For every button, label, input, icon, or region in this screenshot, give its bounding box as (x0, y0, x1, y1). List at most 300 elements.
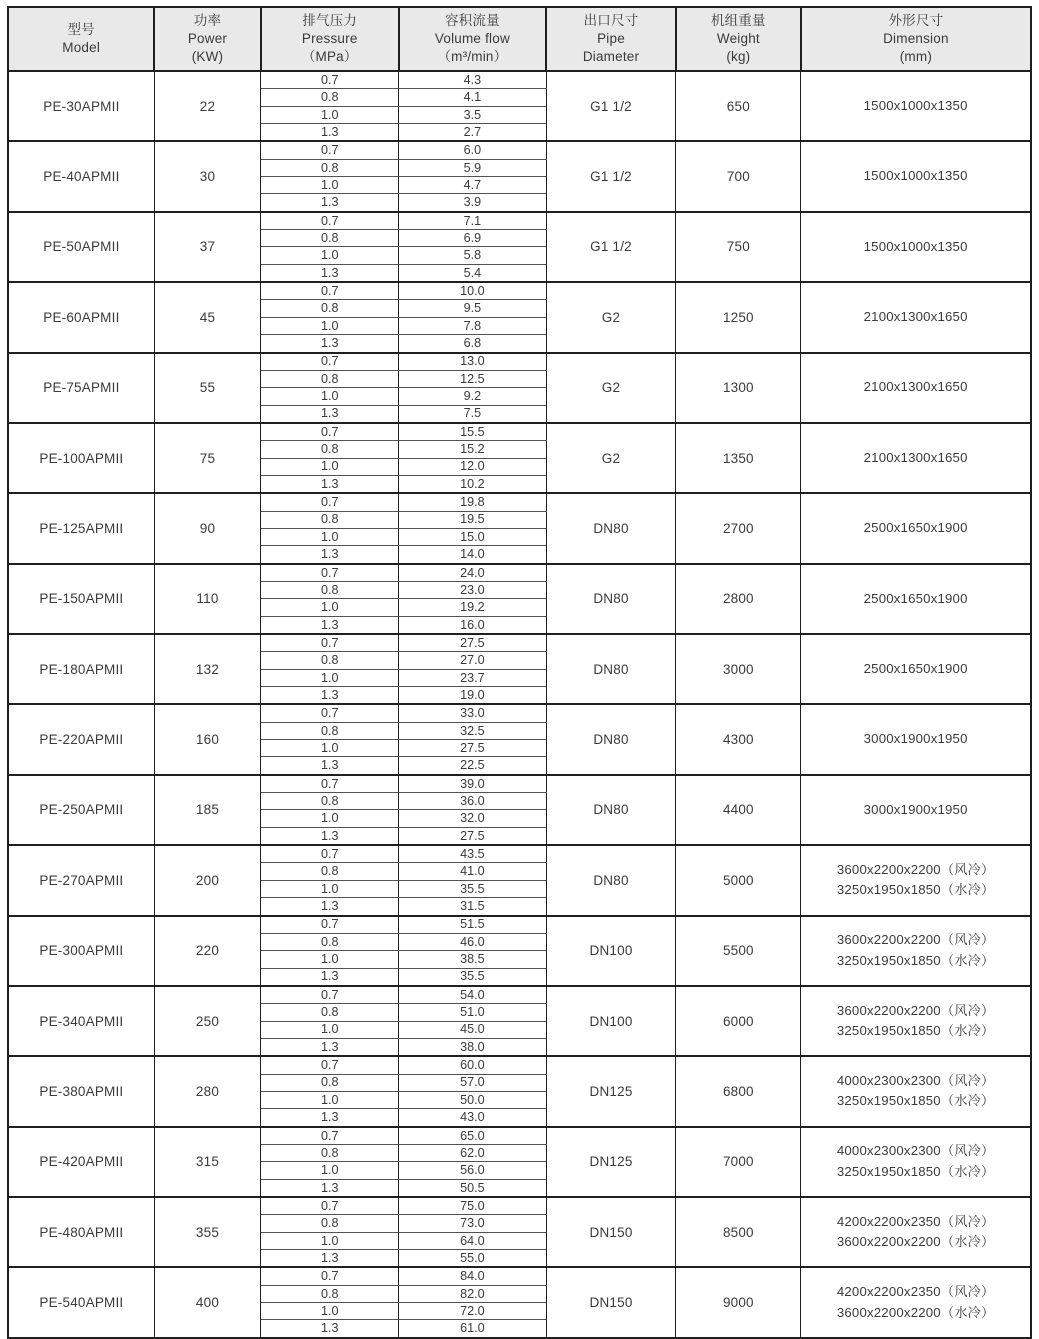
pressure-cell: 1.3 (261, 757, 399, 775)
column-header-weight (676, 7, 801, 71)
pressure-cell: 0.8 (261, 370, 399, 387)
flow-cell: 7.1 (399, 212, 546, 230)
weight-cell: 5500 (676, 916, 801, 986)
dimension-cell (801, 1197, 1031, 1267)
pipe-diameter-cell: G2 (546, 282, 676, 352)
power-cell: 160 (154, 704, 260, 774)
column-header-line: 排气压力 (302, 13, 358, 29)
dimension-line: 3600x2200x2200（水冷） (836, 1234, 995, 1250)
power-cell: 200 (154, 845, 260, 915)
pressure-cell: 1.3 (261, 1038, 399, 1056)
flow-cell: 38.5 (399, 951, 546, 968)
power-cell: 185 (154, 775, 260, 845)
weight-cell: 9000 (676, 1267, 801, 1337)
weight-cell: 700 (676, 141, 801, 211)
dimension-line: 2100x1300x1650 (863, 449, 968, 465)
spec-sub-row (8, 1197, 1031, 1215)
pressure-cell: 1.0 (261, 1091, 399, 1108)
weight-cell: 3000 (676, 634, 801, 704)
flow-cell: 14.0 (399, 546, 546, 564)
pipe-diameter-cell: DN80 (546, 704, 676, 774)
pressure-cell: 1.3 (261, 124, 399, 142)
flow-cell: 72.0 (399, 1303, 546, 1320)
spec-sub-row (8, 916, 1031, 934)
pipe-diameter-cell: G2 (546, 423, 676, 493)
power-cell: 22 (154, 71, 260, 141)
flow-cell: 7.5 (399, 405, 546, 423)
flow-cell: 50.5 (399, 1179, 546, 1197)
pressure-cell: 1.0 (261, 528, 399, 545)
model-cell: PE-30APMII (8, 71, 154, 141)
dimension-cell (801, 423, 1031, 493)
pressure-cell: 1.3 (261, 968, 399, 986)
column-header-line: Volume flow (434, 31, 510, 47)
column-header-line: Power (187, 31, 228, 47)
pipe-diameter-cell: DN80 (546, 845, 676, 915)
weight-cell: 8500 (676, 1197, 801, 1267)
pressure-cell: 1.3 (261, 546, 399, 564)
flow-cell: 15.5 (399, 423, 546, 441)
model-cell: PE-60APMII (8, 282, 154, 352)
pressure-cell: 1.0 (261, 669, 399, 686)
compressor-spec-table (7, 6, 1032, 1339)
flow-cell: 10.0 (399, 282, 546, 300)
pressure-cell: 0.7 (261, 353, 399, 371)
model-cell: PE-300APMII (8, 916, 154, 986)
flow-cell: 35.5 (399, 968, 546, 986)
pressure-cell: 0.8 (261, 863, 399, 880)
flow-cell: 15.2 (399, 441, 546, 458)
dimension-line: 3000x1900x1950 (863, 801, 968, 817)
flow-cell: 5.8 (399, 247, 546, 264)
column-header-line: Weight (716, 31, 760, 47)
flow-cell: 39.0 (399, 775, 546, 793)
pressure-cell: 0.7 (261, 704, 399, 722)
pressure-cell: 0.8 (261, 933, 399, 950)
flow-cell: 46.0 (399, 933, 546, 950)
flow-cell: 84.0 (399, 1267, 546, 1285)
flow-cell: 32.5 (399, 722, 546, 739)
dimension-cell (801, 1056, 1031, 1126)
pressure-cell: 1.0 (261, 810, 399, 827)
pressure-cell: 0.7 (261, 1197, 399, 1215)
flow-cell: 50.0 (399, 1091, 546, 1108)
spec-sub-row (8, 845, 1031, 863)
table-header (8, 7, 1031, 71)
pressure-cell: 0.8 (261, 511, 399, 528)
spec-sub-row (8, 704, 1031, 722)
dimension-line: 3250x1950x1850（水冷） (836, 952, 995, 968)
pressure-cell: 1.0 (261, 317, 399, 334)
pressure-cell: 1.3 (261, 405, 399, 423)
flow-cell: 41.0 (399, 863, 546, 880)
pressure-cell: 1.0 (261, 1232, 399, 1249)
pipe-diameter-cell: DN150 (546, 1267, 676, 1337)
spec-sub-row (8, 986, 1031, 1004)
dimension-cell (801, 775, 1031, 845)
flow-cell: 33.0 (399, 704, 546, 722)
pressure-cell: 1.0 (261, 388, 399, 405)
pressure-cell: 0.7 (261, 493, 399, 511)
flow-cell: 6.8 (399, 335, 546, 353)
column-header-line: 容积流量 (445, 13, 500, 29)
pressure-cell: 1.0 (261, 951, 399, 968)
flow-cell: 6.0 (399, 141, 546, 159)
pressure-cell: 0.8 (261, 1144, 399, 1161)
flow-cell: 16.0 (399, 616, 546, 634)
flow-cell: 5.4 (399, 264, 546, 282)
pressure-cell: 1.3 (261, 827, 399, 845)
dimension-cell (801, 353, 1031, 423)
pressure-cell: 0.8 (261, 300, 399, 317)
pressure-cell: 1.0 (261, 880, 399, 897)
power-cell: 110 (154, 564, 260, 634)
spec-sub-row (8, 564, 1031, 582)
pressure-cell: 0.7 (261, 564, 399, 582)
pressure-cell: 0.7 (261, 845, 399, 863)
flow-cell: 61.0 (399, 1320, 546, 1338)
flow-cell: 45.0 (399, 1021, 546, 1038)
pipe-diameter-cell: G2 (546, 353, 676, 423)
flow-cell: 9.2 (399, 388, 546, 405)
column-header-dimension (801, 7, 1031, 71)
dimension-line: 4200x2200x2350（风冷） (836, 1213, 995, 1229)
power-cell: 132 (154, 634, 260, 704)
pressure-cell: 1.0 (261, 247, 399, 264)
table-body (8, 71, 1031, 1338)
weight-cell: 1250 (676, 282, 801, 352)
spec-sub-row (8, 1267, 1031, 1285)
dimension-line: 4000x2300x2300（风冷） (836, 1143, 995, 1159)
spec-sub-row (8, 775, 1031, 793)
column-header-model (8, 7, 154, 71)
dimension-cell (801, 282, 1031, 352)
flow-cell: 9.5 (399, 300, 546, 317)
column-header-line: 型号 (67, 22, 95, 38)
dimension-line: 3600x2200x2200（水冷） (836, 1304, 995, 1320)
pipe-diameter-cell: DN125 (546, 1127, 676, 1197)
column-header-line: Diameter (582, 48, 640, 64)
flow-cell: 35.5 (399, 880, 546, 897)
column-header-line: 功率 (193, 13, 222, 29)
header-row (8, 7, 1031, 71)
flow-cell: 23.0 (399, 581, 546, 598)
pressure-cell: 0.8 (261, 1215, 399, 1232)
spec-sub-row (8, 353, 1031, 371)
flow-cell: 43.0 (399, 1109, 546, 1127)
dimension-line: 2500x1650x1900 (863, 520, 968, 536)
pressure-cell: 0.8 (261, 722, 399, 739)
model-cell: PE-40APMII (8, 141, 154, 211)
dimension-cell (801, 634, 1031, 704)
dimension-line: 3250x1950x1850（水冷） (836, 1163, 995, 1179)
column-header-line: (KW) (191, 48, 224, 64)
column-header-pipe (546, 7, 676, 71)
model-cell: PE-75APMII (8, 353, 154, 423)
spec-sub-row (8, 1127, 1031, 1145)
dimension-cell (801, 845, 1031, 915)
flow-cell: 19.5 (399, 511, 546, 528)
spec-sub-row (8, 282, 1031, 300)
flow-cell: 4.1 (399, 89, 546, 106)
column-header-pressure (261, 7, 399, 71)
model-cell: PE-270APMII (8, 845, 154, 915)
pressure-cell: 0.8 (261, 793, 399, 810)
dimension-cell (801, 71, 1031, 141)
pipe-diameter-cell: DN80 (546, 634, 676, 704)
power-cell: 250 (154, 986, 260, 1056)
flow-cell: 19.8 (399, 493, 546, 511)
model-cell: PE-340APMII (8, 986, 154, 1056)
weight-cell: 7000 (676, 1127, 801, 1197)
dimension-line: 2100x1300x1650 (863, 309, 968, 325)
model-cell: PE-250APMII (8, 775, 154, 845)
flow-cell: 7.8 (399, 317, 546, 334)
flow-cell: 43.5 (399, 845, 546, 863)
dimension-line: 2500x1650x1900 (863, 590, 968, 606)
flow-cell: 10.2 (399, 475, 546, 493)
column-header-flow (399, 7, 546, 71)
flow-cell: 5.9 (399, 159, 546, 176)
model-cell: PE-100APMII (8, 423, 154, 493)
pressure-cell: 1.3 (261, 1179, 399, 1197)
flow-cell: 19.2 (399, 599, 546, 616)
pressure-cell: 1.3 (261, 1250, 399, 1268)
flow-cell: 23.7 (399, 669, 546, 686)
spec-sub-row (8, 423, 1031, 441)
pipe-diameter-cell: DN100 (546, 986, 676, 1056)
model-cell: PE-180APMII (8, 634, 154, 704)
pressure-cell: 1.0 (261, 177, 399, 194)
pipe-diameter-cell: DN150 (546, 1197, 676, 1267)
spec-sub-row (8, 71, 1031, 89)
dimension-line: 4200x2200x2350（风冷） (836, 1284, 995, 1300)
pressure-cell: 0.7 (261, 916, 399, 934)
flow-cell: 2.7 (399, 124, 546, 142)
pressure-cell: 1.3 (261, 616, 399, 634)
dimension-cell (801, 1127, 1031, 1197)
pressure-cell: 0.7 (261, 282, 399, 300)
pipe-diameter-cell: DN125 (546, 1056, 676, 1126)
pipe-diameter-cell: G1 1/2 (546, 212, 676, 282)
model-cell: PE-125APMII (8, 493, 154, 563)
weight-cell: 5000 (676, 845, 801, 915)
flow-cell: 51.5 (399, 916, 546, 934)
pressure-cell: 0.8 (261, 652, 399, 669)
pressure-cell: 1.3 (261, 1320, 399, 1338)
pressure-cell: 0.8 (261, 159, 399, 176)
dimension-line: 3000x1900x1950 (863, 731, 968, 747)
flow-cell: 27.5 (399, 740, 546, 757)
pressure-cell: 1.0 (261, 740, 399, 757)
flow-cell: 65.0 (399, 1127, 546, 1145)
column-header-line: Pipe (597, 31, 625, 47)
dimension-line: 3250x1950x1850（水冷） (836, 1093, 995, 1109)
spec-sub-row (8, 493, 1031, 511)
pressure-cell: 1.3 (261, 1109, 399, 1127)
dimension-line: 2500x1650x1900 (863, 660, 968, 676)
power-cell: 75 (154, 423, 260, 493)
pressure-cell: 1.0 (261, 1162, 399, 1179)
pipe-diameter-cell: G1 1/2 (546, 71, 676, 141)
flow-cell: 4.7 (399, 177, 546, 194)
column-header-line: （m³/min） (437, 48, 508, 64)
flow-cell: 12.5 (399, 370, 546, 387)
flow-cell: 12.0 (399, 458, 546, 475)
power-cell: 400 (154, 1267, 260, 1337)
flow-cell: 62.0 (399, 1144, 546, 1161)
model-cell: PE-220APMII (8, 704, 154, 774)
pressure-cell: 1.3 (261, 475, 399, 493)
pressure-cell: 1.3 (261, 194, 399, 212)
column-header-line: 出口尺寸 (583, 13, 639, 29)
pressure-cell: 0.8 (261, 1285, 399, 1302)
model-cell: PE-150APMII (8, 564, 154, 634)
flow-cell: 27.5 (399, 827, 546, 845)
dimension-line: 4000x2300x2300（风冷） (836, 1072, 995, 1088)
pressure-cell: 1.0 (261, 1021, 399, 1038)
model-cell: PE-50APMII (8, 212, 154, 282)
spec-sub-row (8, 212, 1031, 230)
flow-cell: 56.0 (399, 1162, 546, 1179)
pressure-cell: 1.0 (261, 458, 399, 475)
flow-cell: 36.0 (399, 793, 546, 810)
flow-cell: 51.0 (399, 1004, 546, 1021)
pressure-cell: 1.0 (261, 1303, 399, 1320)
pressure-cell: 0.8 (261, 1004, 399, 1021)
weight-cell: 6000 (676, 986, 801, 1056)
weight-cell: 750 (676, 212, 801, 282)
pressure-cell: 0.7 (261, 1056, 399, 1074)
pressure-cell: 1.3 (261, 335, 399, 353)
pressure-cell: 0.7 (261, 775, 399, 793)
spec-sub-row (8, 1056, 1031, 1074)
pipe-diameter-cell: DN80 (546, 775, 676, 845)
dimension-line: 1500x1000x1350 (863, 238, 968, 254)
pressure-cell: 0.8 (261, 581, 399, 598)
dimension-line: 1500x1000x1350 (863, 168, 968, 184)
power-cell: 90 (154, 493, 260, 563)
weight-cell: 4300 (676, 704, 801, 774)
pressure-cell: 0.8 (261, 89, 399, 106)
flow-cell: 64.0 (399, 1232, 546, 1249)
flow-cell: 73.0 (399, 1215, 546, 1232)
flow-cell: 3.9 (399, 194, 546, 212)
dimension-line: 1500x1000x1350 (863, 97, 968, 113)
pressure-cell: 1.0 (261, 106, 399, 123)
pressure-cell: 0.7 (261, 634, 399, 652)
dimension-line: 3250x1950x1850（水冷） (836, 882, 995, 898)
model-cell: PE-420APMII (8, 1127, 154, 1197)
flow-cell: 75.0 (399, 1197, 546, 1215)
dimension-line: 3600x2200x2200（风冷） (836, 1002, 995, 1018)
column-header-line: Pressure (301, 31, 358, 47)
model-cell: PE-380APMII (8, 1056, 154, 1126)
column-header-line: 外形尺寸 (888, 13, 944, 29)
flow-cell: 60.0 (399, 1056, 546, 1074)
weight-cell: 2700 (676, 493, 801, 563)
flow-cell: 82.0 (399, 1285, 546, 1302)
pressure-cell: 0.8 (261, 230, 399, 247)
dimension-cell (801, 986, 1031, 1056)
dimension-line: 2100x1300x1650 (863, 379, 968, 395)
column-header-line: （MPa） (301, 48, 358, 64)
model-cell: PE-540APMII (8, 1267, 154, 1337)
power-cell: 280 (154, 1056, 260, 1126)
weight-cell: 6800 (676, 1056, 801, 1126)
spec-sub-row (8, 141, 1031, 159)
weight-cell: 650 (676, 71, 801, 141)
dimension-cell (801, 704, 1031, 774)
weight-cell: 1350 (676, 423, 801, 493)
power-cell: 37 (154, 212, 260, 282)
pressure-cell: 0.7 (261, 1127, 399, 1145)
dimension-line: 3600x2200x2200（风冷） (836, 861, 995, 877)
dimension-cell (801, 1267, 1031, 1337)
dimension-cell (801, 916, 1031, 986)
column-header-power (154, 7, 260, 71)
pressure-cell: 0.8 (261, 1074, 399, 1091)
pressure-cell: 0.7 (261, 212, 399, 230)
pipe-diameter-cell: DN80 (546, 564, 676, 634)
flow-cell: 27.0 (399, 652, 546, 669)
power-cell: 30 (154, 141, 260, 211)
power-cell: 220 (154, 916, 260, 986)
column-header-line: 机组重量 (710, 13, 766, 29)
dimension-line: 3250x1950x1850（水冷） (836, 1023, 995, 1039)
power-cell: 45 (154, 282, 260, 352)
pressure-cell: 1.0 (261, 599, 399, 616)
pipe-diameter-cell: DN100 (546, 916, 676, 986)
column-header-line: Model (62, 40, 101, 55)
dimension-cell (801, 141, 1031, 211)
dimension-cell (801, 212, 1031, 282)
pressure-cell: 0.7 (261, 71, 399, 89)
flow-cell: 4.3 (399, 71, 546, 89)
column-header-line: Dimension (883, 31, 949, 47)
flow-cell: 15.0 (399, 528, 546, 545)
pressure-cell: 0.7 (261, 141, 399, 159)
flow-cell: 55.0 (399, 1250, 546, 1268)
pressure-cell: 0.8 (261, 441, 399, 458)
dimension-cell (801, 493, 1031, 563)
power-cell: 55 (154, 353, 260, 423)
dimension-line: 3600x2200x2200（风冷） (836, 932, 995, 948)
flow-cell: 31.5 (399, 898, 546, 916)
weight-cell: 2800 (676, 564, 801, 634)
flow-cell: 27.5 (399, 634, 546, 652)
power-cell: 315 (154, 1127, 260, 1197)
weight-cell: 1300 (676, 353, 801, 423)
pressure-cell: 1.3 (261, 898, 399, 916)
flow-cell: 22.5 (399, 757, 546, 775)
pressure-cell: 0.7 (261, 986, 399, 1004)
column-header-line: (kg) (726, 48, 751, 64)
flow-cell: 54.0 (399, 986, 546, 1004)
flow-cell: 3.5 (399, 106, 546, 123)
column-header-line: (mm) (899, 48, 933, 64)
pressure-cell: 1.3 (261, 264, 399, 282)
flow-cell: 57.0 (399, 1074, 546, 1091)
model-cell: PE-480APMII (8, 1197, 154, 1267)
flow-cell: 32.0 (399, 810, 546, 827)
flow-cell: 19.0 (399, 687, 546, 705)
pressure-cell: 0.7 (261, 423, 399, 441)
flow-cell: 6.9 (399, 230, 546, 247)
pressure-cell: 0.7 (261, 1267, 399, 1285)
flow-cell: 13.0 (399, 353, 546, 371)
weight-cell: 4400 (676, 775, 801, 845)
